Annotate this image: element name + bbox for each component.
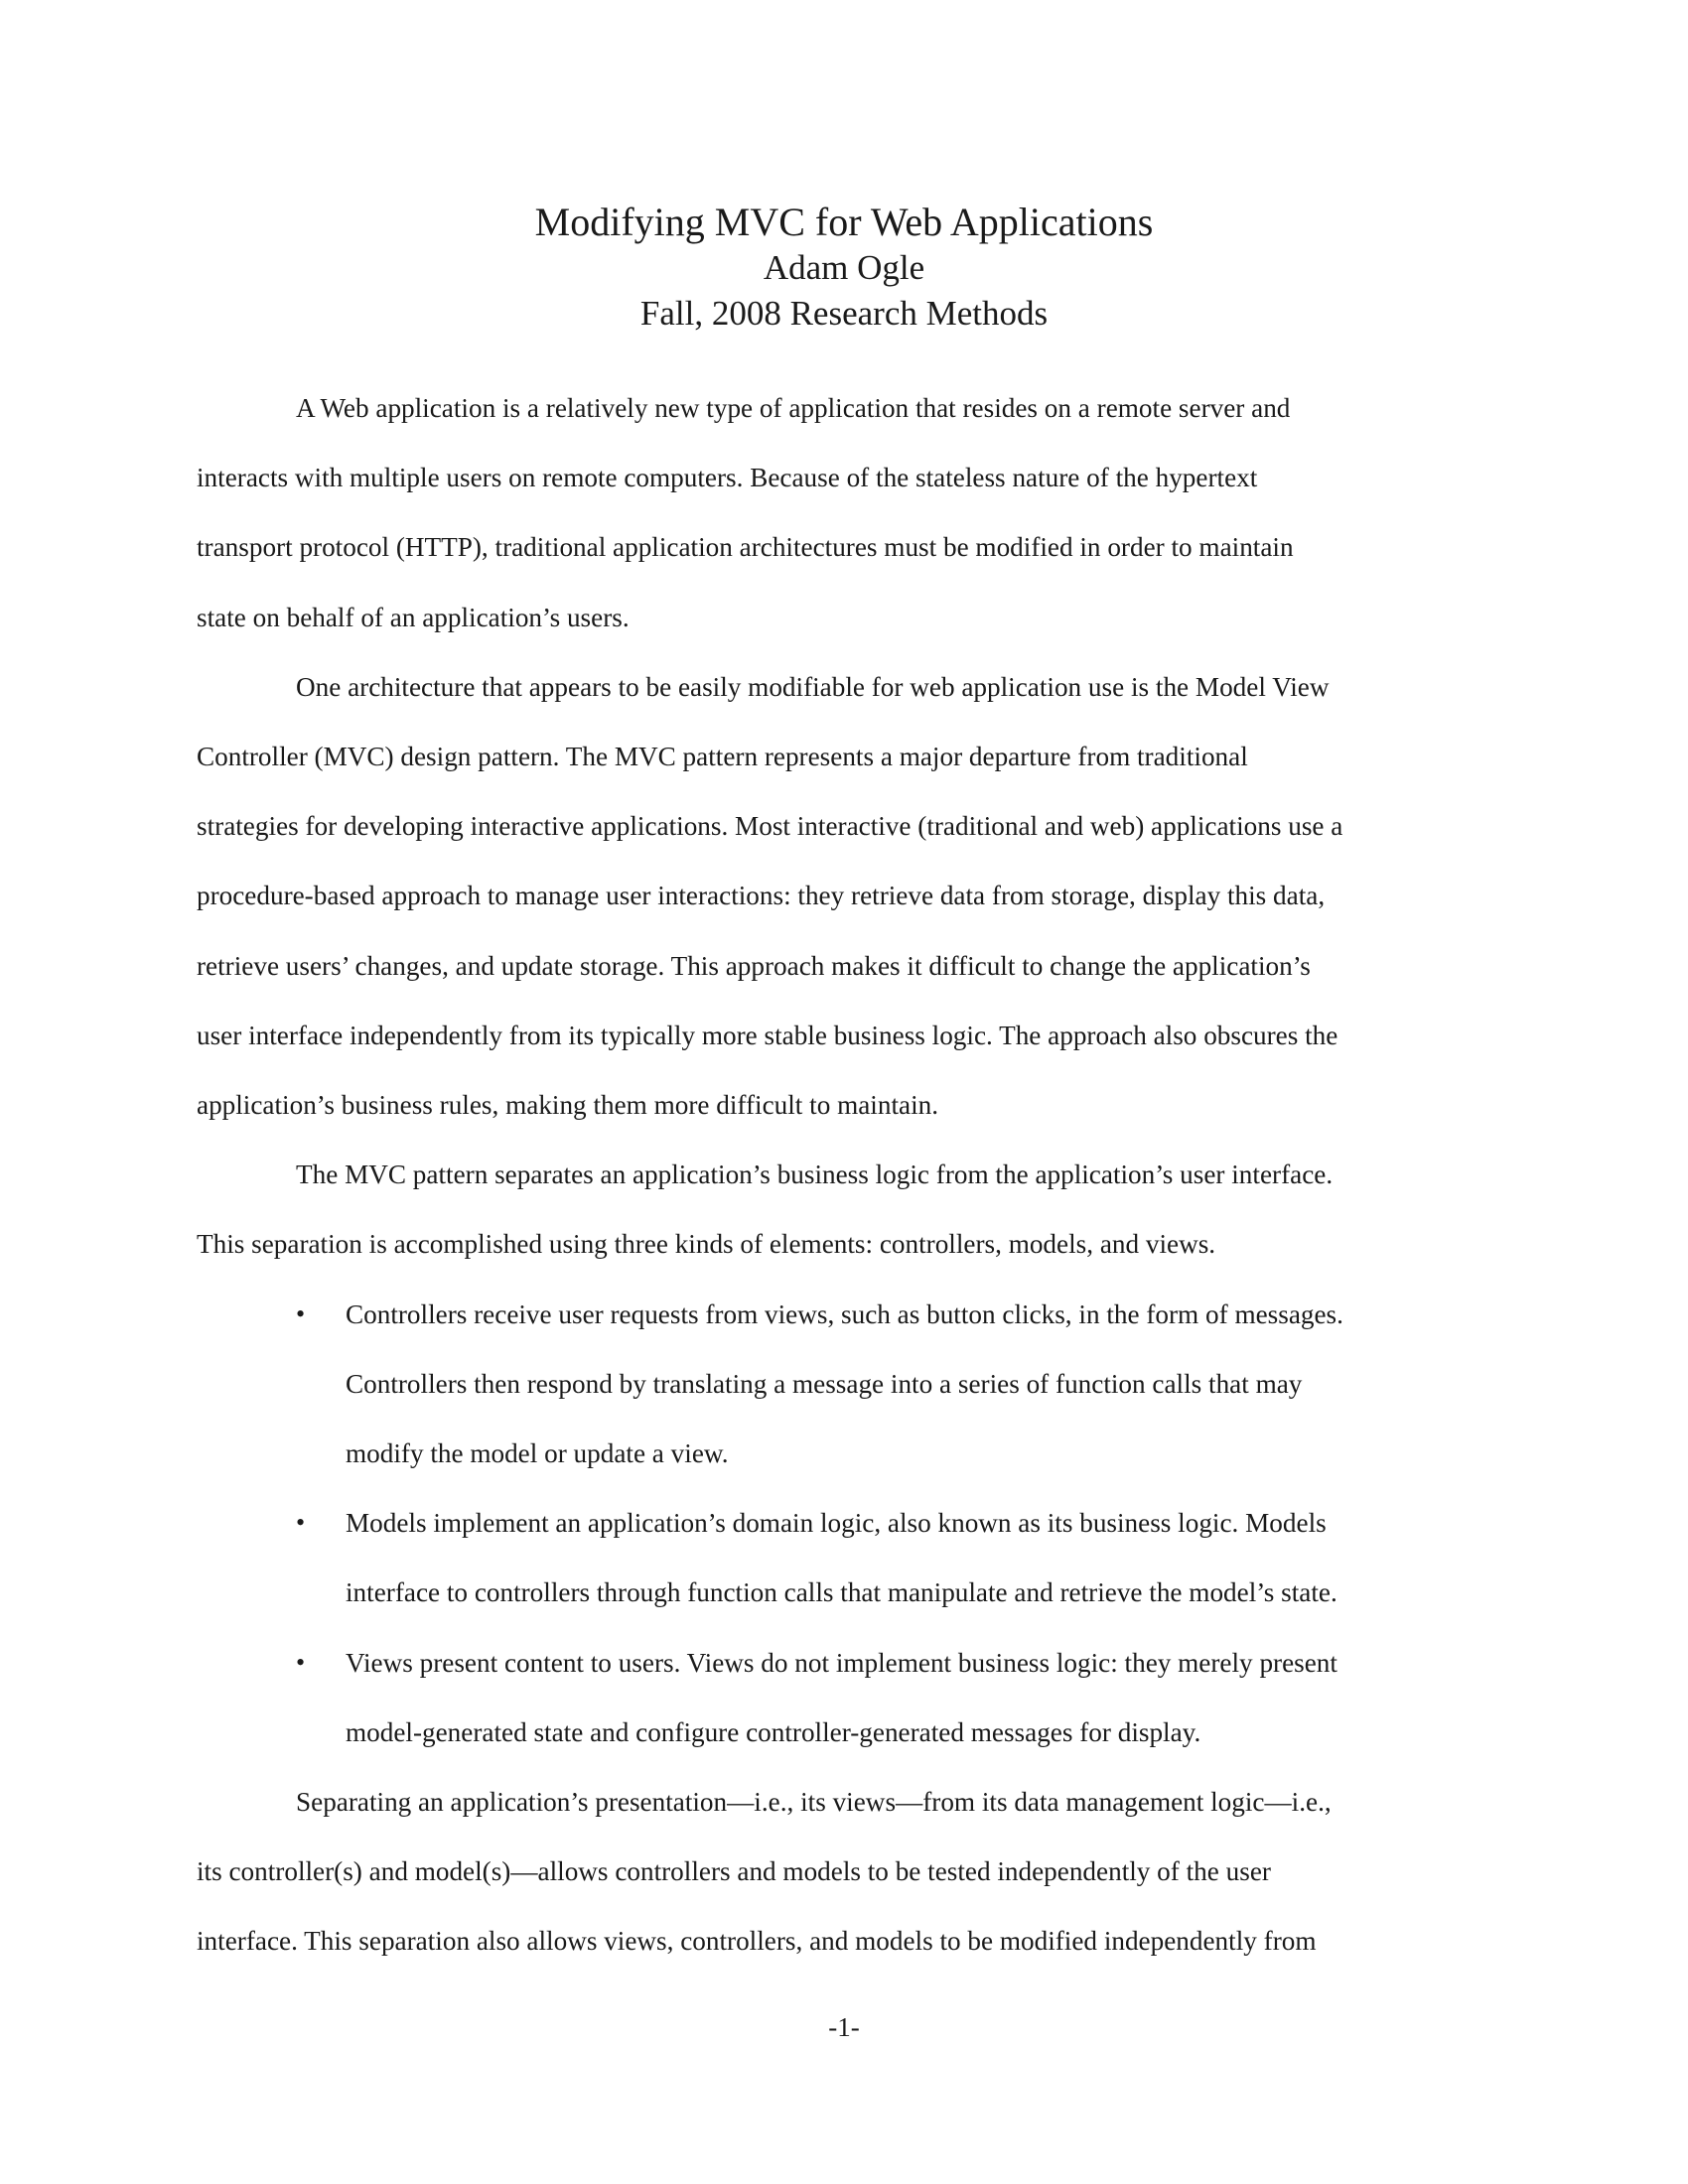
- text-line: retrieve users’ changes, and update storage. This approach makes it difficult to change the application’s: [197, 950, 1311, 981]
- bullet-icon: •: [296, 1298, 306, 1328]
- paragraph-2: [197, 652, 1497, 1140]
- bullet-item-models: [197, 1488, 1497, 1627]
- text-line: Separating an application’s presentation—i.e., its views—from its data management logic—i.e.,: [296, 1787, 1332, 1818]
- text-line: Controllers then respond by translating a message into a series of function calls that may: [346, 1368, 1303, 1399]
- page-number: -1-: [828, 2012, 860, 2042]
- body-text: [197, 373, 1497, 1977]
- text-line: transport protocol (HTTP), traditional application architectures must be modified in order to maintain: [197, 532, 1294, 563]
- text-line: Controllers receive user requests from views, such as button clicks, in the form of messages.: [346, 1298, 1343, 1329]
- text-line: This separation is accomplished using three kinds of elements: controllers, models, and views.: [197, 1229, 1216, 1260]
- author-name: Adam Ogle: [763, 248, 925, 287]
- text-line: application’s business rules, making them more difficult to maintain.: [197, 1090, 939, 1121]
- text-line: One architecture that appears to be easily modifiable for web application use is the Model View: [296, 671, 1330, 702]
- paragraph-1: [197, 373, 1497, 652]
- text-line: Controller (MVC) design pattern. The MVC pattern represents a major departure from traditional: [197, 742, 1248, 772]
- text-line: Models implement an application’s domain logic, also known as its business logic. Models: [346, 1508, 1327, 1539]
- text-line: state on behalf of an application’s users.: [197, 602, 630, 632]
- text-line: Views present content to users. Views do not implement business logic: they merely present: [346, 1647, 1337, 1678]
- course-term: Fall, 2008 Research Methods: [639, 294, 1049, 333]
- bullet-item-views: [197, 1628, 1497, 1767]
- text-line: A Web application is a relatively new type of application that resides on a remote server and: [296, 393, 1291, 423]
- bullet-list: [197, 1280, 1497, 1767]
- bullet-icon: •: [296, 1508, 306, 1538]
- text-line: interacts with multiple users on remote computers. Because of the stateless nature of the hypertext: [197, 463, 1258, 493]
- text-line: The MVC pattern separates an application’s business logic from the application’s user interface.: [296, 1160, 1334, 1190]
- paragraph-3: [197, 1140, 1497, 1279]
- paper-title: Modifying MVC for Web Applications: [534, 200, 1154, 244]
- text-line: modify the model or update a view.: [346, 1438, 729, 1469]
- text-line: procedure-based approach to manage user interactions: they retrieve data from storage, display this data,: [197, 881, 1326, 911]
- bullet-item-controllers: [197, 1280, 1497, 1489]
- paragraph-4: [197, 1767, 1497, 1977]
- text-line: interface. This separation also allows views, controllers, and models to be modified independently from: [197, 1926, 1317, 1957]
- text-line: its controller(s) and model(s)—allows controllers and models to be tested independently of the user: [197, 1856, 1271, 1887]
- text-line: user interface independently from its typically more stable business logic. The approach also obscures the: [197, 1020, 1338, 1050]
- bullet-icon: •: [296, 1647, 306, 1677]
- text-line: model-generated state and configure controller-generated messages for display.: [346, 1716, 1201, 1747]
- text-line: interface to controllers through function calls that manipulate and retrieve the model’s state.: [346, 1577, 1337, 1608]
- text-line: strategies for developing interactive applications. Most interactive (traditional and web) applications use a: [197, 811, 1343, 842]
